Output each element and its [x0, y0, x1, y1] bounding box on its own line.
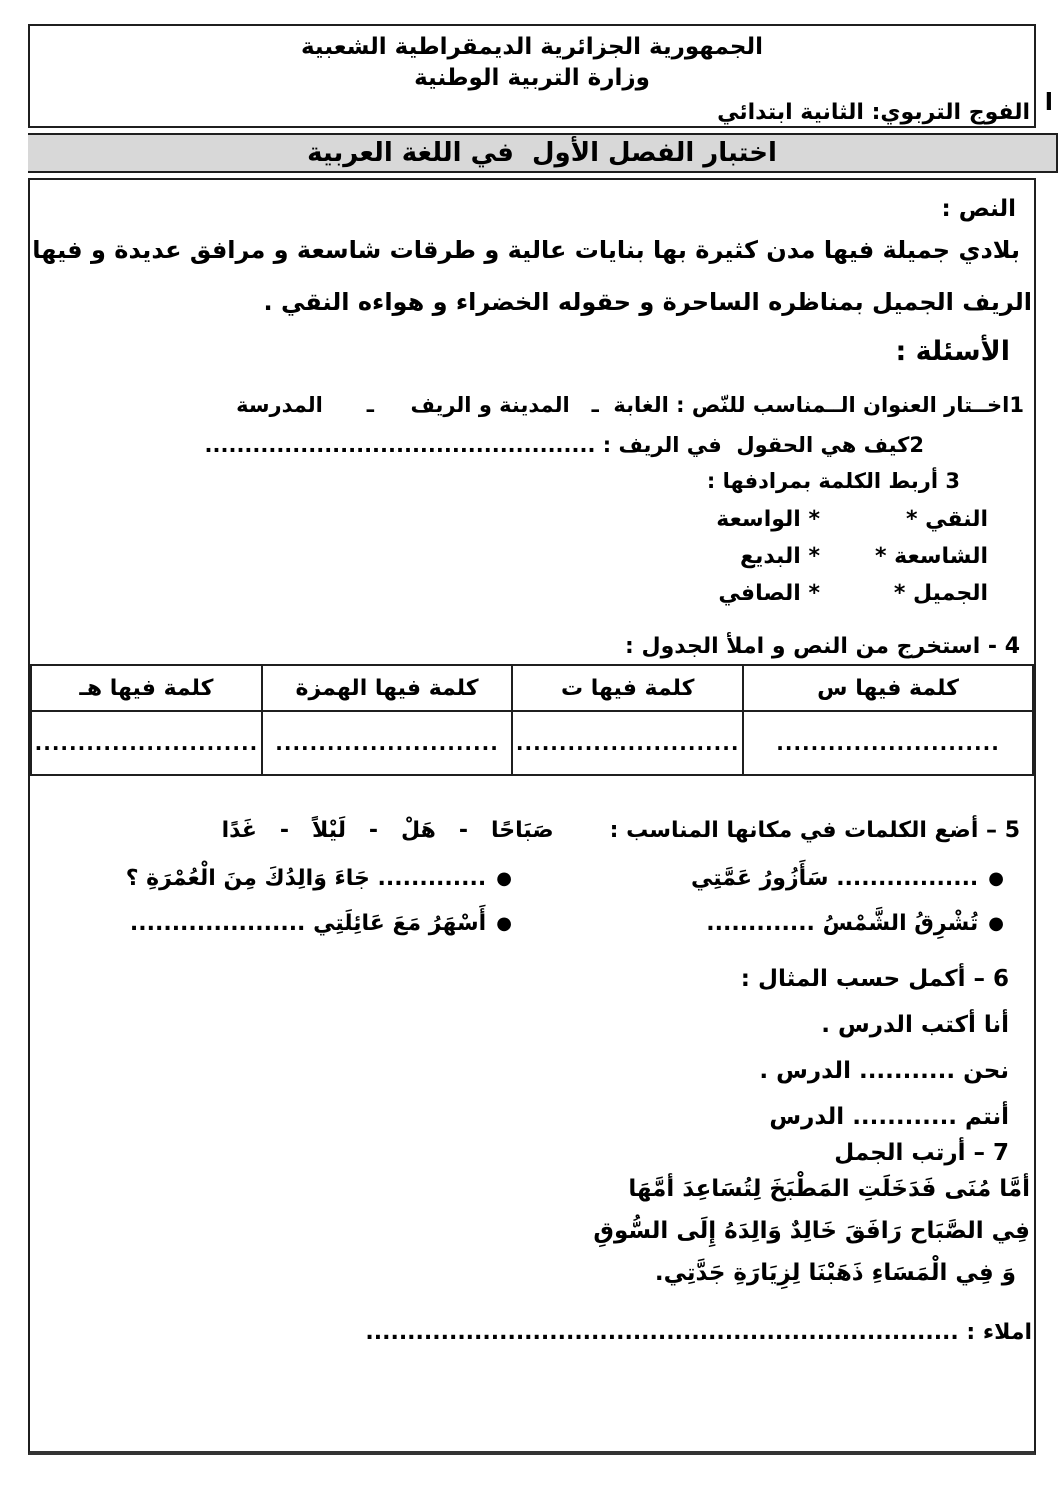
q5-item [512, 856, 1034, 901]
question-1: 1اخــتار العنوان الــمناسب للنّص : الغابة ـ المدينة و الريف ـ المدرسة [236, 393, 1024, 417]
match-word-left: * الواسعة [716, 507, 820, 532]
match-pairs [30, 501, 988, 612]
table-header-cell: كلمة فيها ت [512, 665, 743, 711]
question-7-title: 7 – أرتب الجمل [834, 1140, 1009, 1166]
extraction-table [30, 664, 1034, 776]
match-pair-row [30, 575, 988, 612]
passage-line-1: بلادي جميلة فيها مدن كثيرة بها بنايات عالية و طرقات شاسعة و مرافق عديدة و فيها [32, 236, 1020, 264]
match-word-right: الجميل * [893, 581, 988, 606]
header-ministry: وزارة التربية الوطنية [414, 65, 650, 91]
q7-line: فِي الصَّبَاح رَافَقَ خَالِدٌ وَالِدَهُ إِلَى السُّوقِ [593, 1218, 1030, 1244]
q5-item [30, 856, 512, 901]
word-bank: صَبَاحًا - هَلْ - لَيْلاً - غَدًا [221, 818, 554, 843]
table-answer-cell: .......................... [743, 711, 1033, 775]
table-header-cell: كلمة فيها س [743, 665, 1033, 711]
exam-title: اختبار الفصل الأول في اللغة العربية [307, 138, 777, 168]
question-7-sentences [30, 1168, 1030, 1294]
header-group: الفوج التربوي: الثانية ابتدائي [717, 100, 1030, 125]
bullet-icon: ● [496, 868, 512, 889]
question-6-title: 6 – أكمل حسب المثال : [740, 966, 1009, 992]
match-word-right: الشاسعة * [874, 544, 988, 569]
table-answer-cell: .......................... [31, 711, 262, 775]
table-answer-cell: .......................... [262, 711, 513, 775]
question-5-title-row [30, 816, 1020, 846]
passage-label: النص : [941, 196, 1016, 222]
edge-letter: ا [1044, 88, 1053, 116]
match-pair-row [30, 538, 988, 575]
q5-item-text: تُشْرِقُ الشَّمْسُ ............. [706, 911, 979, 936]
question-5-items [30, 856, 1034, 946]
bullet-icon: ● [988, 913, 1004, 934]
q6-line: نحن ........... الدرس . [759, 1058, 1009, 1084]
q5-item [512, 901, 1034, 946]
question-3-title: 3 أربط الكلمة بمرادفها : [706, 469, 960, 493]
q5-item [30, 901, 512, 946]
passage-line-2: الريف الجميل بمناظره الساحرة و حقوله الخضراء و هواءه النقي . [263, 288, 1032, 316]
q6-line: أنا أكتب الدرس . [821, 1012, 1009, 1038]
header-country: الجمهورية الجزائرية الديمقراطية الشعبية [300, 34, 764, 60]
table-header-cell: كلمة فيها الهمزة [262, 665, 513, 711]
questions-label: الأسئلة : [895, 336, 1010, 367]
q7-line: أمَّا مُنَى فَدَخَلَتِ المَطْبَخَ لِتُسَاعِدَ أمَّهَا [628, 1176, 1030, 1202]
bullet-icon: ● [496, 913, 512, 934]
table-answer-cell: .......................... [512, 711, 743, 775]
match-word-left: * الصافي [718, 581, 820, 606]
question-5-title: 5 – أضع الكلمات في مكانها المناسب : [609, 818, 1020, 843]
bullet-icon: ● [988, 868, 1004, 889]
passage [30, 224, 1034, 328]
main-box [28, 178, 1036, 1455]
table-answer-row [31, 711, 1033, 775]
q5-item-text: ................. سَأَزُورُ عَمَّتِي [690, 866, 979, 891]
q7-line: وَ فِي الْمَسَاءِ ذَهَبْنَا لِزِيَارَةِ جَدَّتِي. [654, 1260, 1016, 1286]
match-word-left: * البديع [740, 544, 820, 569]
header-box [28, 24, 1036, 128]
q5-item-text: أَسْهَرُ مَعَ عَائِلَتِي ..................... [129, 911, 487, 936]
question-4-title: 4 - استخرج من النص و املأ الجدول : [625, 634, 1020, 659]
exam-title-bar [28, 133, 1058, 173]
dictation-line: املاء : ....................................................................... [365, 1320, 1032, 1345]
question-2: 2كيف هي الحقول في الريف : ................................................. [204, 433, 924, 457]
q5-row [30, 901, 1034, 946]
match-word-right: النقي * [905, 507, 988, 532]
q5-row [30, 856, 1034, 901]
q6-line: أنتم ............ الدرس [769, 1104, 1009, 1130]
table-header-cell: كلمة فيها هـ [31, 665, 262, 711]
match-pair-row [30, 501, 988, 538]
q5-item-text: ............. جَاءَ وَالِدُكَ مِنَ الْعُمْرَةِ ؟ [125, 866, 487, 891]
table-header-row [31, 665, 1033, 711]
